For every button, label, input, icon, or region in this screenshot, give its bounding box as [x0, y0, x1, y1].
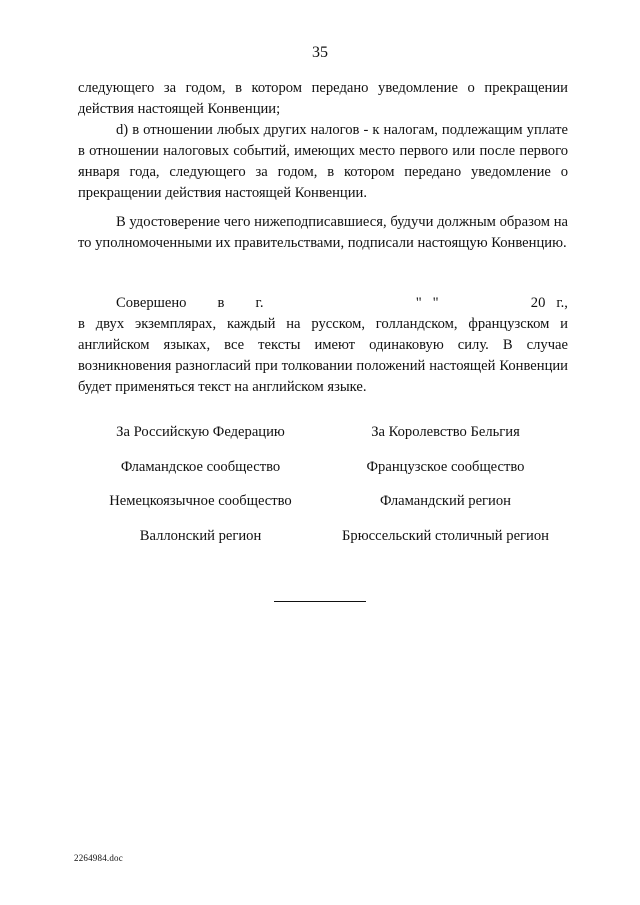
signatory-walloon-region: Валлонский регион	[139, 527, 262, 544]
signed-block	[78, 293, 568, 398]
signatory-row	[78, 528, 568, 563]
signed-continuation: в двух экземплярах, каждый на русском, голландском, французском и английском языках, все тексты имеют одинаковую силу. В случае возникновения разногласий при толковании положений настоящей Конвенции будет применяться текст на английском языке.	[78, 316, 568, 395]
signatory-row	[78, 493, 568, 528]
signatory-russia: За Российскую Федерацию	[116, 424, 285, 440]
signed-label: Совершено	[116, 295, 187, 311]
month-blank	[470, 293, 500, 314]
closing-clauses	[78, 78, 568, 204]
document-id: 2264984.doc	[74, 853, 123, 863]
signatory-french-community: Французское сообщество	[366, 458, 525, 475]
signatory-flemish-community: Фламандское сообщество	[120, 458, 281, 475]
witness-paragraph: В удостоверение чего нижеподписавшиеся, будучи должным образом на то уполномоченными их правительствами, подписали настоящую Конвенцию.	[78, 214, 568, 251]
signatory-row	[78, 424, 568, 459]
clause-continuation: следующего за годом, в котором передано уведомление о прекращении действия настоящей Конвенции;	[78, 80, 568, 117]
signed-city: г.	[255, 295, 264, 311]
city-blank	[295, 293, 385, 314]
signed-date-line	[78, 293, 568, 314]
signatories-table	[78, 424, 568, 562]
signatory-brussels-region: Брюссельский столичный регион	[342, 527, 549, 544]
page-number: 35	[312, 44, 328, 61]
signatory-row	[78, 459, 568, 494]
clause-d: d) в отношении любых других налогов - к налогам, подлежащим уплате в отношении налоговых событий, имеющих место первого или после первого января года, следующего за годом, в котором передано уведомление о прекращении действия настоящей Конвенции.	[78, 122, 568, 201]
date-quotes: " "	[415, 295, 439, 311]
end-divider	[274, 601, 366, 602]
signatory-belgium: За Королевство Бельгия	[371, 424, 520, 440]
signed-in: в	[217, 295, 225, 311]
signatory-flemish-region: Фламандский регион	[380, 493, 511, 509]
signed-year: 20 г.,	[530, 295, 568, 311]
witness-block	[78, 212, 568, 254]
signatory-german-community: Немецкоязычное сообщество	[109, 493, 292, 509]
